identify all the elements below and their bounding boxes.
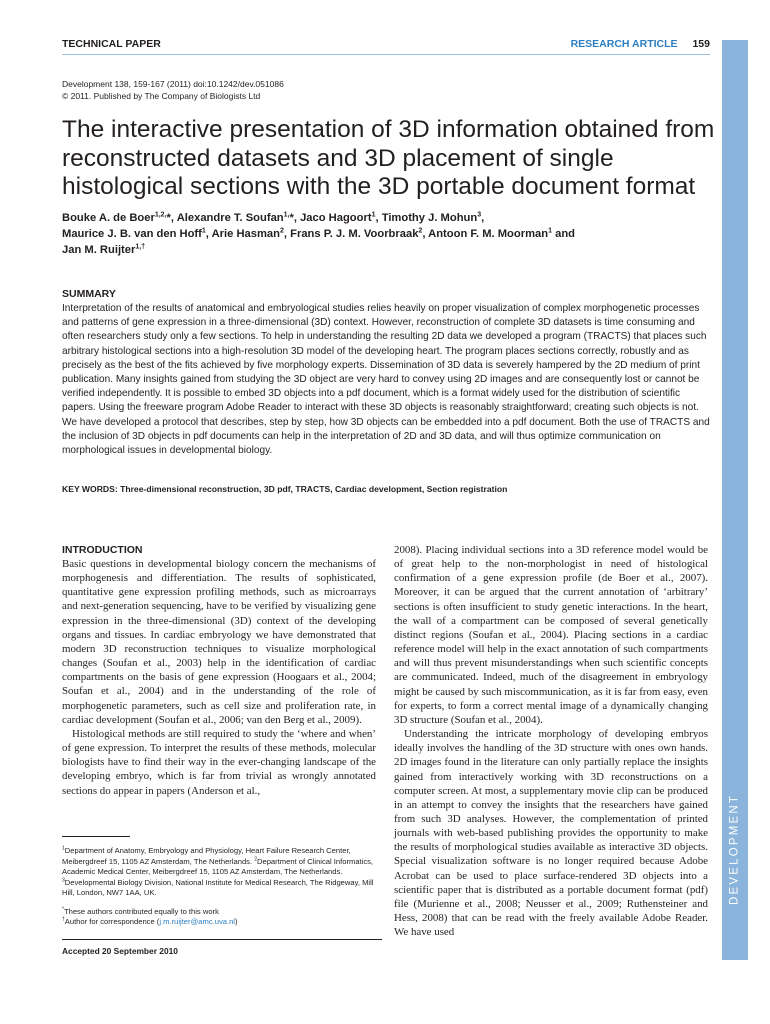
affiliations: $^1$Department of Anatomy, Embryology and Physiology, Heart Failure Research Center, Meibergdreef 15, 1105 AZ Amsterdam, The Netherlands. $^2$Department of Clinical Informatics, Academic Medical Center, Meibergdreef 15, 1105 AZ Amsterdam, The Netherlands. $^3$Developmental Biology Division, National Institute for Medical Research, The Ridgeway, Mill Hill, London, NW7 1AA, UK.: [62, 845, 374, 897]
author: Jaco Hagoort$^1$,: [300, 211, 382, 224]
journal-sidebar-label: DEVELOPMENT: [728, 793, 741, 905]
equal-contribution-note: *These authors contributed equally to this work: [62, 905, 219, 916]
left-column: [62, 543, 376, 798]
article-type-label: RESEARCH ARTICLE: [570, 38, 678, 50]
citation-doi: Development 138, 159-167 (2011) doi:10.1242/dev.051086: [62, 79, 284, 89]
author: Arie Hasman$^2$,: [211, 227, 291, 240]
intro-paragraph-3: 2008). Placing individual sections into a 3D reference model would be of great help to the non-morphologist in need of histological confirmation of a gene expression profile (de Boer et al., 2007). Moreover, it can be argued that the current annotation of ‘arbitrary’ sections is often insufficient to study genetic interactions. In the heart, the wall of a compartment can be composed of several genetically distinct regions (Soufan et al., 2004). Placing sections in a cardiac reference model will help in the exact annotation of such compartments and will thus prevent misunderstandings when such scientific concepts are communicated. Indeed, much of the disagreement in embryology might be caused by such miscommunication, as it is far from easy, even for experts, to form a correct mental image of a dynamically changing 3D structure (Soufan et al., 2004).: [394, 544, 708, 726]
header-right: [571, 38, 710, 50]
author: Maurice J. B. van den Hoff$^1$,: [62, 227, 212, 240]
page-header: [62, 38, 710, 52]
accepted-divider: [62, 939, 382, 940]
paper-type-label: TECHNICAL PAPER: [62, 38, 161, 50]
keywords: KEY WORDS: Three-dimensional reconstruction, 3D pdf, TRACTS, Cardiac development, Section registration: [62, 484, 508, 494]
author: Antoon F. M. Moorman$^1$ and: [428, 227, 575, 240]
header-divider: [62, 54, 710, 55]
author: Alexandre T. Soufan$^{1,}$*,: [176, 211, 301, 224]
copyright-line: © 2011. Published by The Company of Biologists Ltd: [62, 90, 261, 101]
footnote-divider: [62, 836, 130, 837]
article-title: The interactive presentation of 3D information obtained from reconstructed datasets and 3D placement of single histological sections with the 3D portable document format: [62, 116, 715, 200]
footnotes: [62, 846, 382, 928]
correspondence-note: †Author for correspondence (j.m.ruijter@amc.uva.nl): [62, 916, 238, 926]
page-number: 159: [692, 38, 710, 50]
author: Frans P. J. M. Voorbraak$^2$,: [290, 227, 429, 240]
right-column: [394, 543, 708, 939]
author: Jan M. Ruijter$^{1,\dagger}$: [62, 243, 146, 256]
intro-paragraph-4: Understanding the intricate morphology of developing embryos ideally involves the handling of the 3D structure with ones own hands. 2D images found in the literature can only partially replace the insights gained from interactively working with 3D reconstructions on a computer screen. At most, a supplementary movie clip can be produced in an attempt to convey the insights that the researchers have gained from such 3D analyses. However, the complementation of printed journals with web-based publishing provides the opportunity to make the results of morphological studies available as interactive 3D objects. Special visualization software is no longer required because Adobe Acrobat can be used to place surface-rendered 3D objects into a scientific paper that is distributed as a portable document format (pdf) file (Murienne et al., 2008; Neusser et al., 2009; Ruthensteiner and Hess, 2008) that can be read with the freely available Adobe Reader. We have used: [394, 728, 708, 939]
author: Timothy J. Mohun$^3$,: [381, 211, 485, 224]
intro-paragraph-1: Basic questions in developmental biology concern the mechanisms of morphogenesis and differentiation. The results of sophisticated, quantitative gene expression profiling methods, such as microarrays and next-generation sequencing, have to be verified by visualizing gene expression in the three-dimensional (3D) context of the developing organs and tissues. In cardiac embryology we have demonstrated that modern 3D reconstruction techniques to visualize morphological changes (Soufan et al., 2003) help in the identification of cardiac compartments on the basis of gene expression (Hoogaars et al., 2004; Soufan et al., 2004) and in the understanding of the role of morphogenetic parameters, such as cell size and proliferation rate, in cardiac development (Soufan et al., 2006; van den Berg et al., 2009).: [62, 558, 376, 726]
correspondence-email-link[interactable]: j.m.ruijter@amc.uva.nl: [159, 917, 235, 926]
summary-heading: SUMMARY: [62, 288, 116, 300]
citation-block: [62, 79, 284, 102]
intro-paragraph-2: Histological methods are still required to study the ‘where and when’ of gene expression. To interpret the results of these methods, molecular biologists have to find their way in the ever-changing landscape of the developing embryo, which is far from trivial as wrongly annotated sections do appear in papers (Anderson et al.,: [62, 727, 376, 797]
author: Bouke A. de Boer$^{1,2,}$*,: [62, 211, 177, 224]
author-list: [62, 210, 712, 258]
accepted-date: Accepted 20 September 2010: [62, 946, 178, 956]
summary-text: Interpretation of the results of anatomical and embryological studies relies heavily on proper visualization of complex morphogenetic processes and patterns of gene expression in a three-dimensional (3D) context. However, reconstruction of complete 3D datasets is time consuming and often researchers study only a few sections. To help in understanding the resulting 2D data we developed a program (TRACTS) that places such arbitrary histological sections into a high-resolution 3D model of the developing heart. The program places sections correctly, robustly and as precisely as the best of the fits achieved by five morphology experts. Dissemination of 3D data is severely hampered by the 2D medium of print publication. Many insights gained from studying the 3D object are very hard to convey using 2D images and are consequently lost or cannot be verified independently. It is possible to embed 3D objects into a pdf document, which is a format widely used for the distribution of scientific papers. Using the freeware program Adobe Reader to interact with these 3D objects is reasonably straightforward; creating such objects is not. We have developed a protocol that describes, step by step, how 3D objects can be embedded into a pdf document. Both the use of TRACTS and the inclusion of 3D objects in pdf documents can help in the interpretation of 2D and 3D data, and will thus optimize communication on morphological issues in developmental biology.: [62, 303, 710, 457]
introduction-heading: INTRODUCTION: [62, 544, 143, 556]
